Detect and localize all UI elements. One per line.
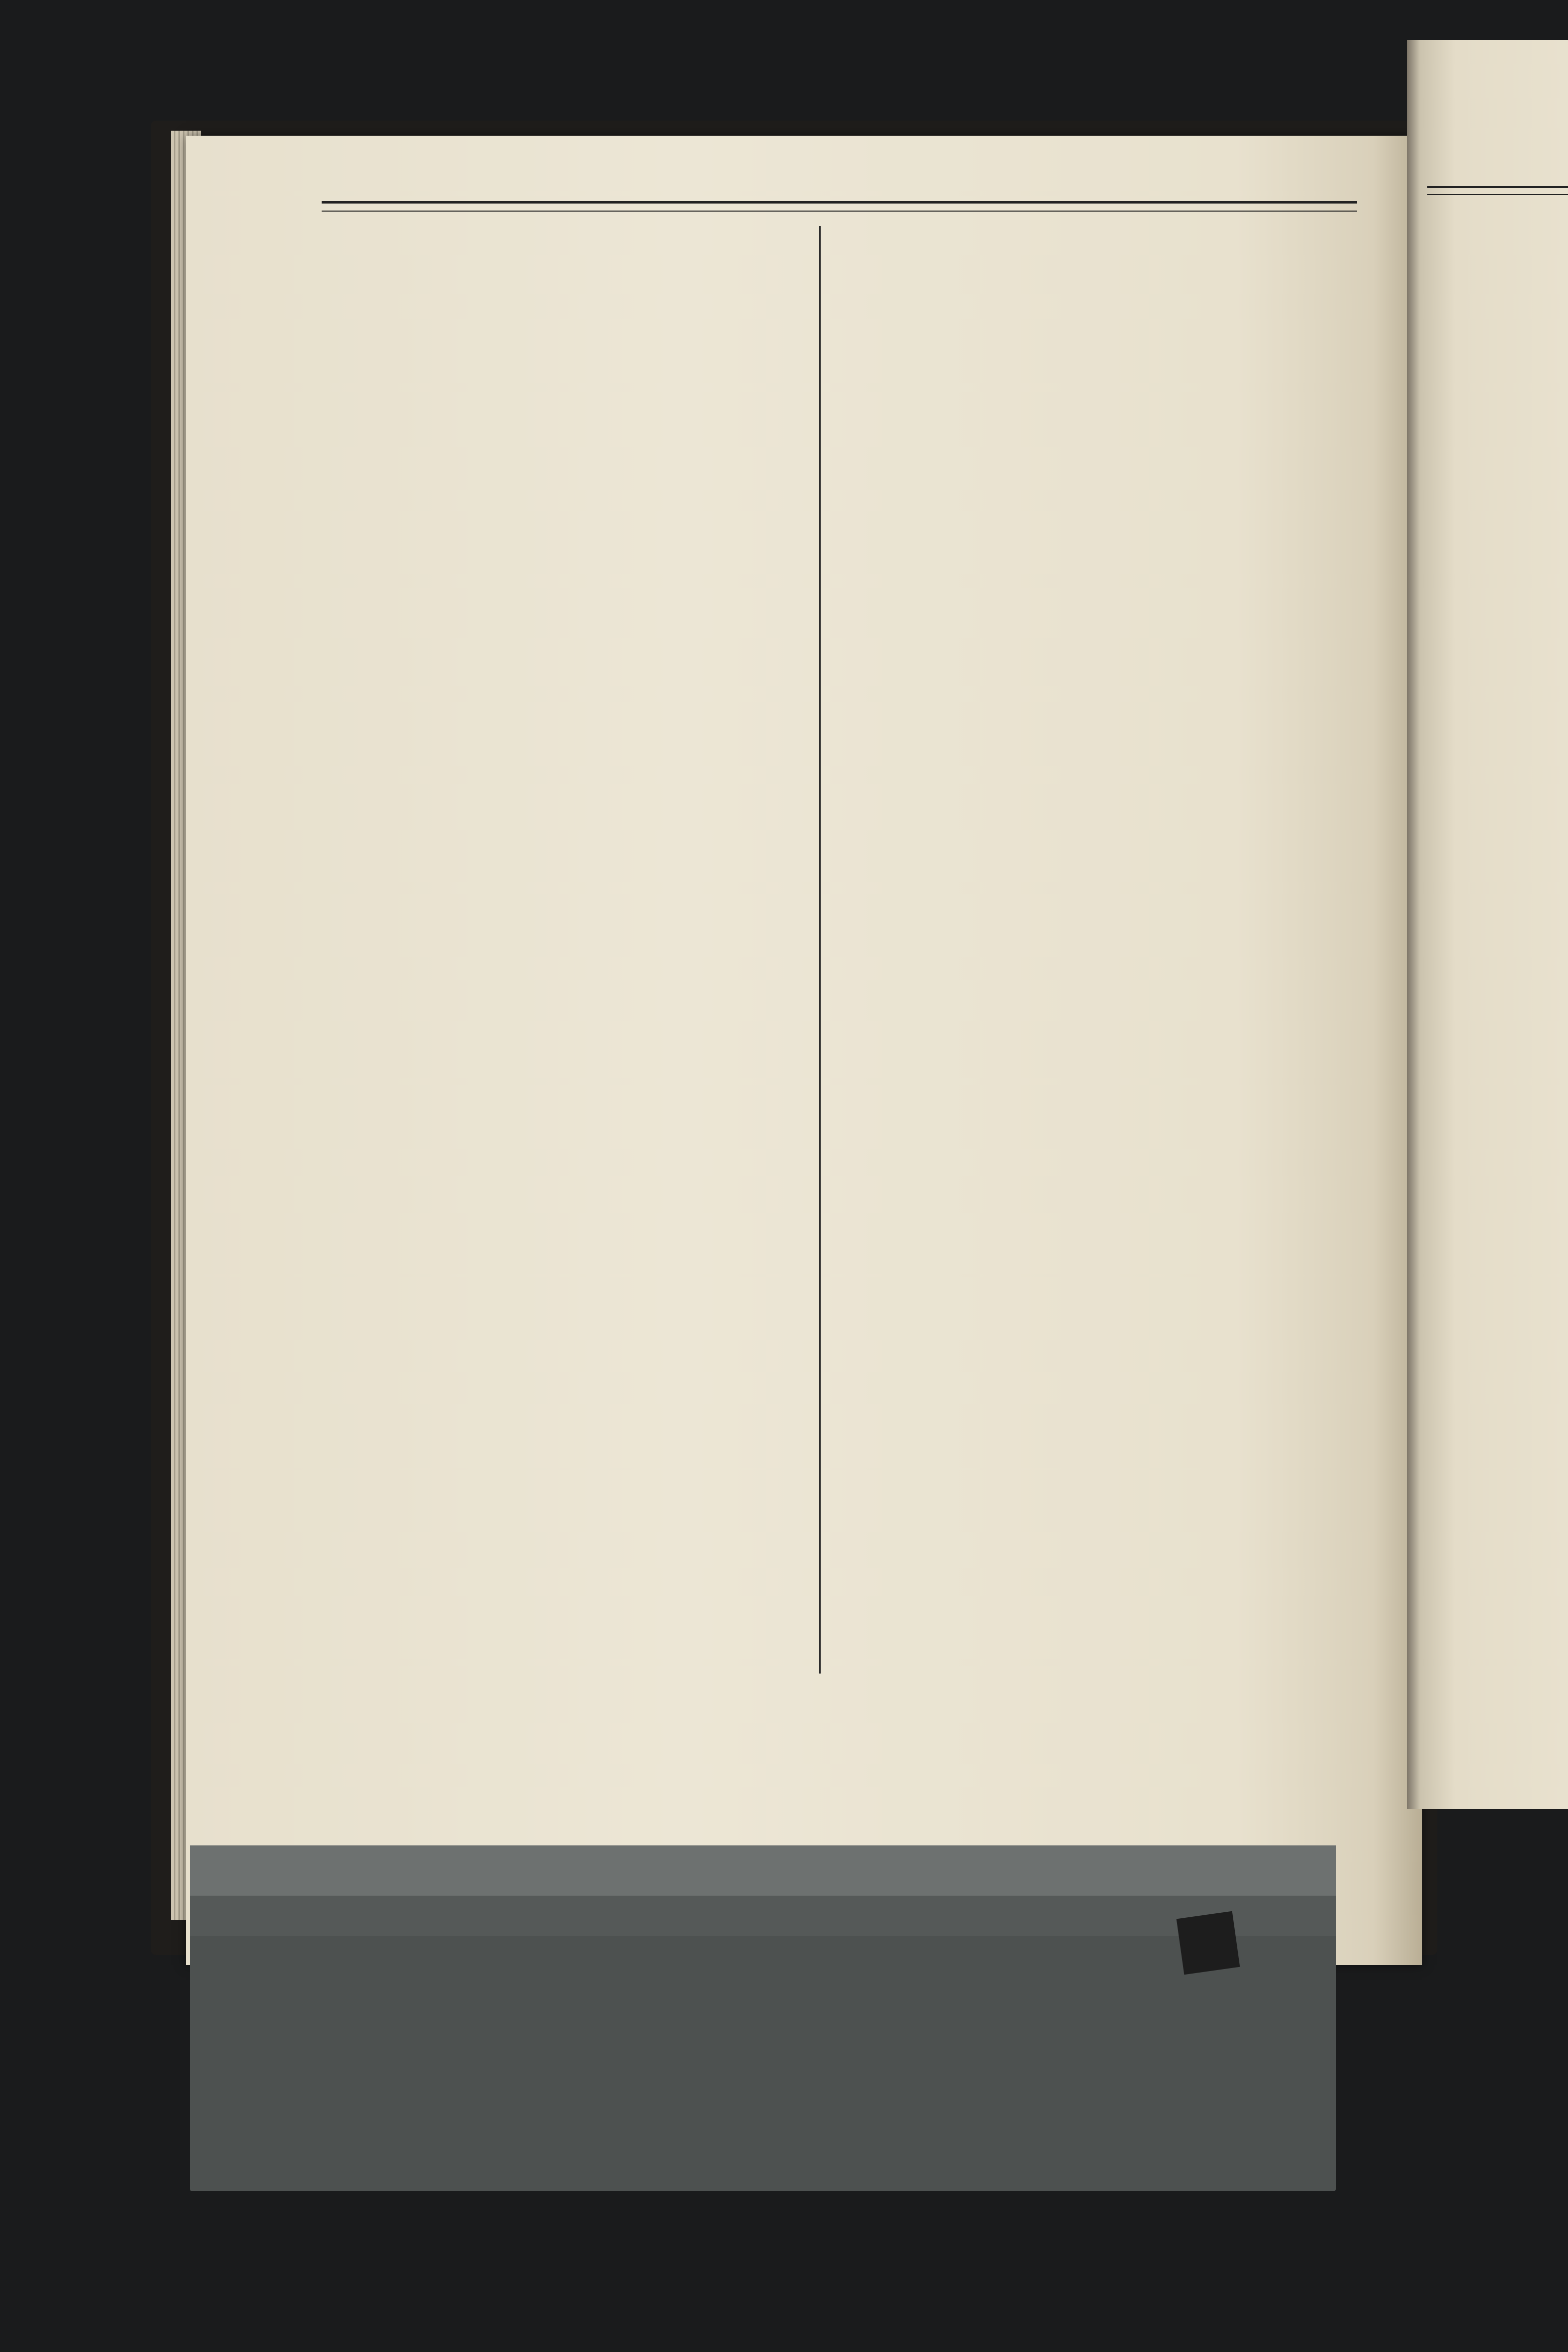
column-divider <box>819 226 821 1674</box>
right-page-header-rule <box>1427 186 1568 195</box>
swatch-row-tint <box>190 1996 1336 2091</box>
danes-picta-logo <box>1177 1911 1240 1975</box>
cm-ruler <box>190 1896 1336 1936</box>
swatch-labels <box>190 1966 1336 1996</box>
header-rule <box>322 201 1357 212</box>
swatch-row-solid <box>190 2091 1336 2186</box>
left-page <box>186 136 1422 1965</box>
right-page <box>1407 40 1568 1809</box>
colour-chart <box>190 1845 1336 2191</box>
inch-ruler <box>190 1845 1336 1896</box>
